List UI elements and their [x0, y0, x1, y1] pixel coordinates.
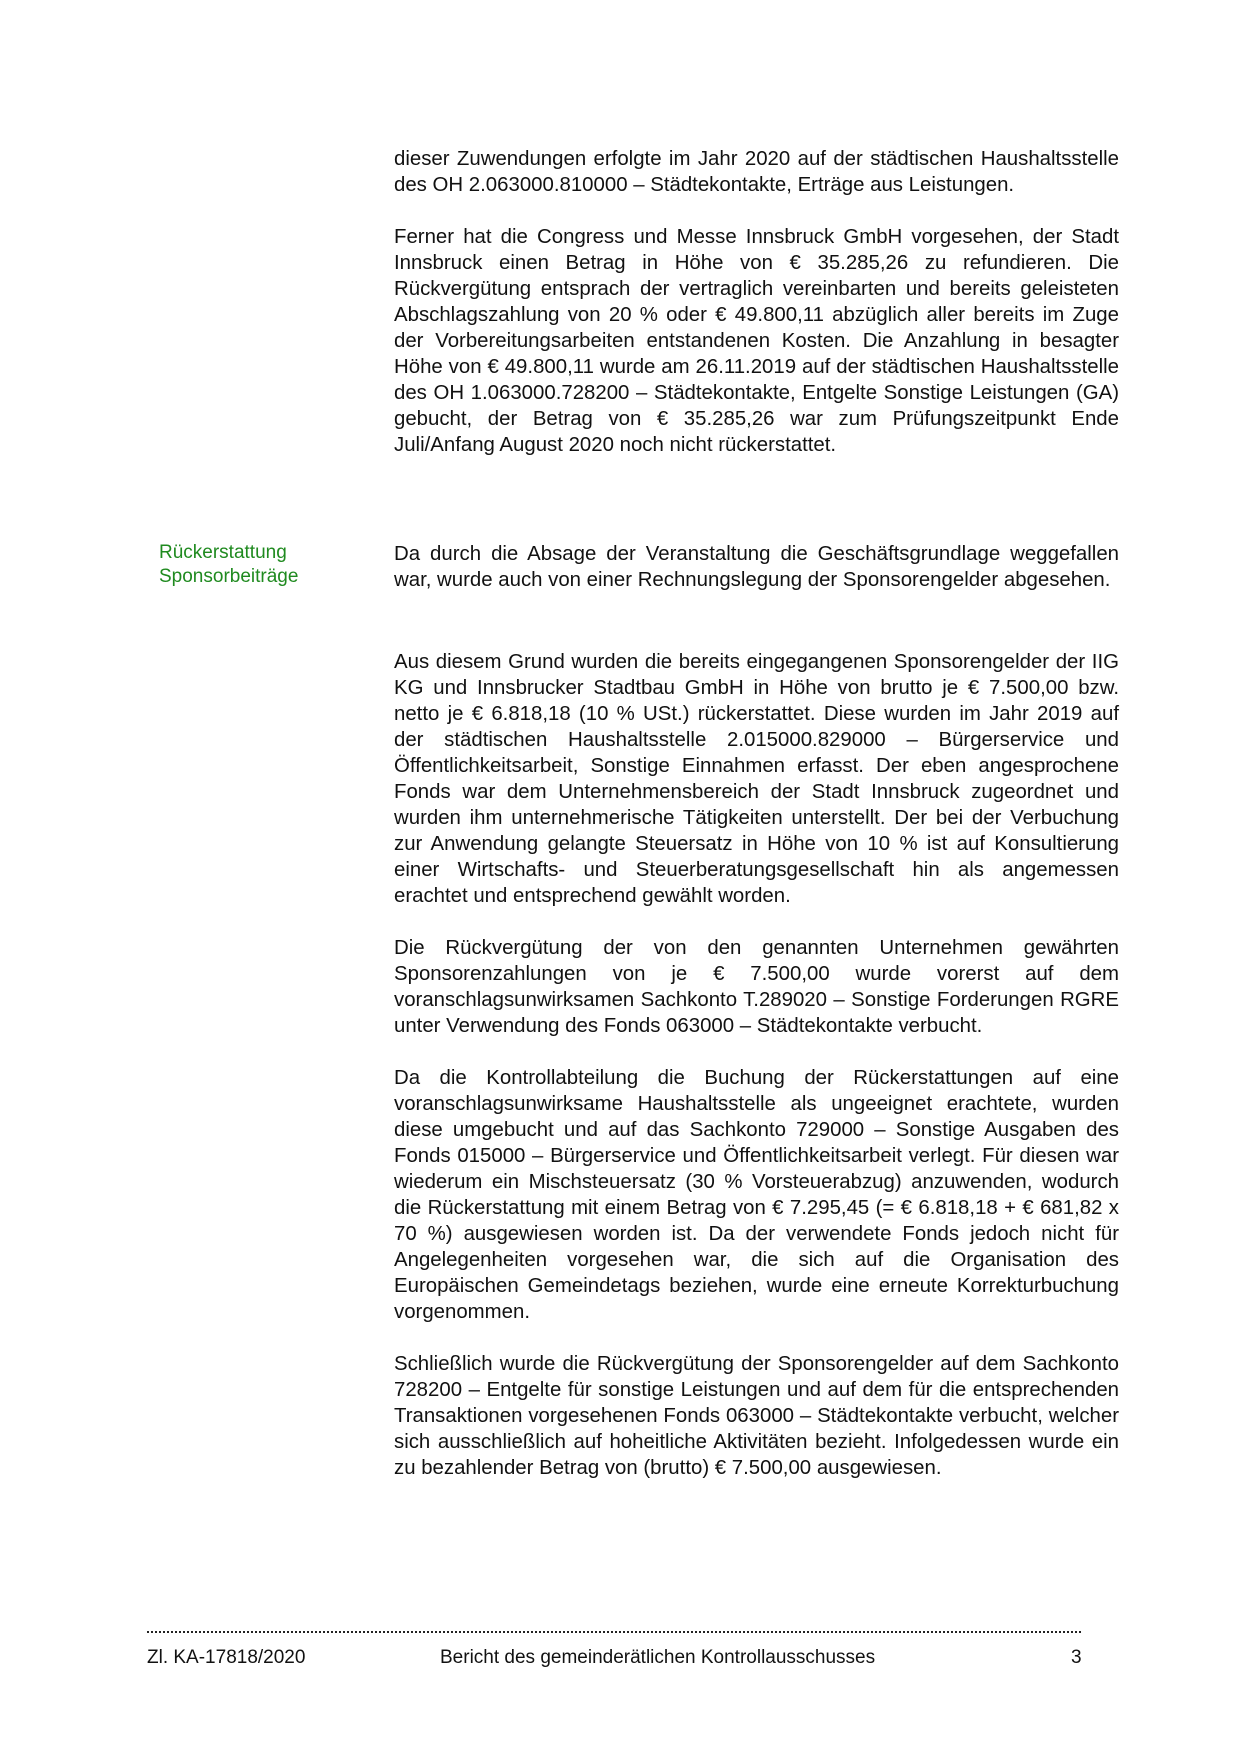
paragraph-1: dieser Zuwendungen erfolgte im Jahr 2020 auf der städtischen Haushaltsstelle des OH 2.063000.810000 – Städtekontakte, Erträge aus Leistungen.: [394, 148, 1119, 196]
body-text-lower: [394, 649, 1119, 1507]
paragraph-6: Da die Kontrollabteilung die Buchung der Rückerstattungen auf eine voranschlagsunwirksame Haushaltsstelle als ungeeignet erachtete, wurden diese umgebucht und auf das Sachkonto 729000 – Sonstige Ausgaben des Fonds 015000 – Bürgerservice und Öffentlichkeitsarbeit verlegt. Für diesen war wiederum ein Mischsteuersatz (30 % Vorsteuerabzug) anzuwenden, wodurch die Rückerstattung mit einem Betrag von € 7.295,45 (= € 6.818,18 + € 681,82 x 70 %) ausgewiesen worden ist. Da der verwendete Fonds jedoch nicht für Angelegenheiten vorgesehen war, die sich auf die Organisation des Europäischen Gemeindetags beziehen, wurde eine erneute Korrekturbuchung vorgenommen.: [394, 1067, 1119, 1323]
paragraph-5: Die Rückvergütung der von den genannten Unternehmen gewährten Sponsorenzahlungen von je € 7.500,00 wurde vorerst auf dem voranschlagsunwirksamen Sachkonto T.289020 – Sonstige Forderungen RGRE unter Verwendung des Fonds 063000 – Städtekontakte verbucht.: [394, 937, 1119, 1037]
margin-heading-line-1: Rückerstattung: [159, 542, 287, 563]
footer-title: Bericht des gemeinderätlichen Kontrollausschusses: [440, 1647, 876, 1668]
paragraph-2: Ferner hat die Congress und Messe Innsbruck GmbH vorgesehen, der Stadt Innsbruck einen Betrag in Höhe von € 35.285,26 zu refundieren. Die Rückvergütung entsprach der vertraglich vereinbarten und bereits geleisteten Abschlagszahlung von 20 % oder € 49.800,11 abzüglich aller bereits im Zuge der Vorbereitungsarbeiten entstandenen Kosten. Die Anzahlung in besagter Höhe von € 49.800,11 wurde am 26.11.2019 auf der städtischen Haushaltsstelle des OH 1.063000.728200 – Städtekontakte, Entgelte Sonstige Leistungen (GA) gebucht, der Betrag von € 35.285,26 war zum Prüfungszeitpunkt Ende Juli/Anfang August 2020 noch nicht rückerstattet.: [394, 226, 1119, 456]
footer-divider: [147, 1631, 1081, 1633]
footer-reference: Zl. KA-17818/2020: [147, 1647, 306, 1668]
paragraph-7: Schließlich wurde die Rückvergütung der Sponsorengelder auf dem Sachkonto 728200 – Entgelte für sonstige Leistungen und auf dem für die entsprechenden Transaktionen vorgesehenen Fonds 063000 – Städtekontakte verbucht, welcher sich ausschließlich auf hoheitliche Aktivitäten bezieht. Infolgedessen wurde ein zu bezahlender Betrag von (brutto) € 7.500,00 ausgewiesen.: [394, 1353, 1119, 1479]
paragraph-3: Da durch die Absage der Veranstaltung die Geschäftsgrundlage weggefallen war, wurde auch von einer Rechnungslegung der Sponsorengelder abgesehen.: [394, 543, 1119, 591]
page-number: 3: [1071, 1647, 1082, 1668]
paragraph-4: Aus diesem Grund wurden die bereits eingegangenen Sponsorengelder der IIG KG und Innsbrucker Stadtbau GmbH in Höhe von brutto je € 7.500,00 bzw. netto je € 6.818,18 (10 % USt.) rückerstattet. Diese wurden im Jahr 2019 auf der städtischen Haushaltsstelle 2.015000.829000 – Bürgerservice und Öffentlichkeitsarbeit, Sonstige Einnahmen erfasst. Der eben angesprochene Fonds war dem Unternehmensbereich der Stadt Innsbruck zugeordnet und wurden ihm unternehmerische Tätigkeiten unterstellt. Der bei der Verbuchung zur Anwendung gelangte Steuersatz in Höhe von 10 % ist auf Konsultierung einer Wirtschafts- und Steuerberatungsgesellschaft hin als angemessen erachtet und entsprechend gewählt worden.: [394, 651, 1119, 907]
margin-heading: [159, 541, 359, 589]
margin-heading-line-2: Sponsorbeiträge: [159, 566, 299, 587]
body-text: [394, 146, 1119, 1479]
